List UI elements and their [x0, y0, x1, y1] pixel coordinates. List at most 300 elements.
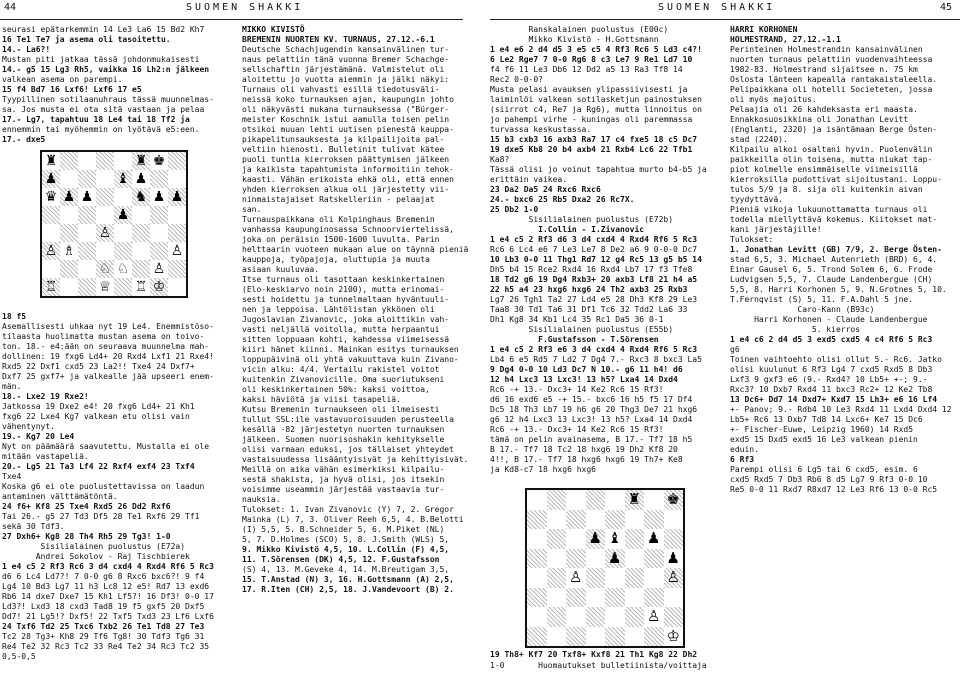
text-line: d6 16 exd6 e5 -+ 15.- bxc6 16 h5 f5 17 Df4 [490, 395, 693, 404]
text-line: 10 Lb3 0-0 11 Thg1 Rd7 12 g4 Rc5 13 g5 b5 14 [490, 255, 702, 264]
text-line: kierroksilla pudottivat sijoitustani. Loppu- [730, 175, 942, 184]
board-square [132, 242, 150, 260]
board-square: ♟ [168, 188, 186, 206]
board-square [132, 260, 150, 278]
text-line: Re5 0-0 11 Rxd7 R8xd7 12 Le3 Rf6 13 0-0 Rc5 [730, 485, 938, 494]
text-line: ja kaikista tapahtumista informoitiin tehok- [242, 165, 454, 174]
board-square [150, 224, 168, 242]
board-square [644, 490, 664, 510]
text-line: Asemallisesti uhkaa nyt 19 Le4. Enemmistöso- [2, 322, 214, 331]
text-line: 15 b3 cxb3 16 axb3 Ra7 17 c4 fxe5 18 c5 Dc7 [490, 135, 698, 144]
board-square [547, 549, 567, 569]
board-square [527, 607, 547, 627]
text-line: sekä 30 Tdf3. [2, 522, 65, 531]
board-square [168, 224, 186, 242]
board-square [96, 188, 114, 206]
text-line: 17.- dxe5 [2, 135, 46, 144]
text-line: 22 h5 a4 23 hxg6 hxg6 24 Th2 axb3 25 Rxb3 [490, 285, 688, 294]
text-line: meister Koschnik istui aamulla toisen pelin [242, 115, 450, 124]
board-square [566, 510, 586, 530]
board-square [586, 490, 606, 510]
board-square [625, 529, 645, 549]
text-line: san. [242, 205, 262, 214]
board-square [527, 510, 547, 530]
text-line: olisi varmaan eduksi, jos tällaiset yhteydet [242, 445, 454, 454]
board-square: ♟ [134, 171, 148, 187]
text-line: Turnaus oli vahvasti esillä tiedotusväli- [242, 85, 440, 94]
board-square [114, 242, 132, 260]
board-square [78, 224, 96, 242]
text-line: oli myös majoitus. [730, 95, 817, 104]
board-square [132, 224, 150, 242]
text-line: seurasi epätarkemmin 14 Le3 La6 15 Bd2 Kh7 [2, 25, 205, 34]
text-line: 19 dxe5 Kb8 20 b4 axb4 21 Rxb4 Lc6 22 Tfb1 [490, 145, 693, 154]
text-line: T.Fernqvist (S) 5, 11. F.A.Dahl 5 jne. [730, 295, 914, 304]
text-line: sitten loppuaan kohti, kahdessa viimeisessä [242, 335, 450, 344]
text-line: 27 Dxh6+ Kg8 28 Th4 Rh5 29 Tg3! 1-0 [2, 532, 171, 541]
text-line: 24 f6+ Kf8 25 Txe4 Rxd5 26 Dd2 Rxf6 [2, 502, 171, 511]
board-square [78, 278, 96, 296]
text-line: stad (2240). [730, 135, 788, 144]
text-line: Ka8? [490, 155, 510, 164]
board-square: ♔ [666, 626, 680, 645]
board-square [150, 206, 168, 224]
board-square [547, 568, 567, 588]
text-line: Rc6 6 Lc4 e6 7 Le3 Le7 8 De2 a6 9 0-0-0 Dc7 [490, 245, 698, 254]
text-line: paikkeilla olin toisena, mutta niukat tap- [730, 155, 933, 164]
text-line: Pelipaikkana oli hotelli Societeten, jossa [730, 85, 933, 94]
board-square: ♔ [150, 278, 168, 296]
board-square [527, 529, 547, 549]
board-square [625, 607, 645, 627]
board-square [605, 490, 625, 510]
text-line: mitään vastapeliä. [2, 452, 89, 461]
text-line: ton. 18.- e4:ään on seuraava muunnelma mah- [2, 342, 210, 351]
text-line: d6 6 Lc4 Ld7?! 7 0-0 g6 8 Rxc6 bxc6?! 9 f4 [2, 572, 205, 581]
text-line: Sisilialainen puolustus (E55b) [490, 325, 674, 334]
text-line: Rc6 -+ 13.- Dxc3+ 14 Ke2 Rc6 15 Rf3! [490, 385, 664, 394]
board-square [168, 206, 186, 224]
board-square: ♙ [170, 243, 184, 259]
board-square [625, 627, 645, 647]
text-line: kauppoja, työpajoja, oluttupia ja muuta [242, 255, 430, 264]
text-line: 17.- Lg7, tapahtuu 18 Le4 tai 18 Tf2 ja [2, 115, 190, 124]
board-square: ♘ [96, 260, 114, 278]
board-square [527, 490, 547, 510]
board-square [566, 588, 586, 608]
text-line: Kutsu Bremenin turnaukseen oli ilmeisesti [242, 405, 440, 414]
board-square: ♙ [152, 261, 166, 277]
board-square [644, 568, 664, 588]
text-line: kiiri hänet kiinni. Mainkan esitys turnauksen [242, 345, 459, 354]
text-line: 17. R.Iten (CH) 2,5, 18. J.Vandevoort (B) 2. [242, 585, 454, 594]
text-line: naus pelattiin tänä vuonna Bremer Schachge- [242, 55, 450, 64]
page-header [0, 2, 960, 18]
text-line: nauksia. [242, 495, 281, 504]
text-line: Mainka (L) 7, 3. Oliver Reeh 6,5, 4. B.Belotti [242, 515, 464, 524]
board-square [150, 242, 168, 260]
text-line: +- Panov; 9.- Rdb4 10 Le3 Rxd4 11 Lxd4 Dxd4 12 [730, 405, 952, 414]
text-line: Rec2 0-0-0? [490, 75, 543, 84]
text-line: cxd5 Rxd5 7 Db3 Rb6 8 d5 Lg7 9 Rf3 0-0 10 [730, 475, 928, 484]
board-square: ♟ [666, 548, 680, 567]
board-square [644, 510, 664, 530]
text-line: neissä koko turnauksen ajan, kaupungin johto [242, 95, 454, 104]
text-line: 11. T.Sörensen (DK) 4,5, 12. F.Gustafsson [242, 555, 440, 564]
text-line: tullut SSL:ile vastavuoroisuuden perusteella [242, 415, 454, 424]
text-line: vähentynyt. [2, 422, 55, 431]
text-line: Dxf7 25 gxf7+ ja valkealle jää upseeri enem- [2, 372, 214, 381]
board-square [114, 278, 132, 296]
board-square [664, 510, 684, 530]
text-line: sellschaftin järjestämänä. Valmistelut oli [242, 65, 445, 74]
board-square [566, 549, 586, 569]
text-line: loppupäivinä oli yhtä vakuuttava kuin Zivano- [242, 355, 459, 364]
text-line: puoli tuntia kierroksen päättymisen jälkeen [242, 155, 450, 164]
text-line: Deutsche Schachjugendin kansainvälinen tur- [242, 45, 450, 54]
board-square [60, 170, 78, 188]
text-line: 25 Db2 1-0 [490, 205, 539, 214]
board-square [586, 588, 606, 608]
text-line: Tc2 28 Tg3+ Kh8 29 Tf6 Tg8! 30 Tdf3 Tg6 31 [2, 632, 205, 641]
board-square [527, 627, 547, 647]
board-square: ♛ [44, 189, 58, 205]
text-line: F.Gustafsson - T.Sörensen [490, 335, 659, 344]
text-line: HOLMESTRAND, 27.12.-1.1 [730, 35, 841, 44]
text-line: Lb4 6 e5 Rd5 7 Ld2 7 Dg4 7.- Rxc3 8 bxc3 La5 [490, 355, 702, 364]
board-square [625, 549, 645, 569]
header-rule-right [490, 19, 960, 20]
board-square [78, 152, 96, 170]
text-line: fxg6 22 Lxe4 Kg7 valkean etu olisi vain [2, 412, 190, 421]
board-square: ♟ [152, 189, 166, 205]
board-square [566, 529, 586, 549]
board-square: ♟ [114, 206, 132, 224]
board-square [664, 607, 684, 627]
text-line: Caro-Kann (B93c) [730, 305, 875, 314]
text-line: Einar Gausel 6, 5. Trond Solem 6, 6. Frode [730, 265, 933, 274]
text-line: Rb6 14 dxe7 Dxe7 15 Kh1 Lf5?! 16 Df3! 0-0 17 [2, 592, 214, 601]
text-line: jo pahempi virhe - kuningas oli paremmassa [490, 115, 693, 124]
text-line: nuorten turnaus pelattiin vuodenvaihteessa [730, 55, 933, 64]
text-line: stad 6,5, 3. Michael Autenrieth (BRD) 6, 4. [730, 255, 938, 264]
text-line: 18.- Lxe2 19 Rxe2! [2, 392, 89, 401]
text-line: (S) 4, 13. M.Geveke 4, 14. M.Breutigam 3,5, [242, 565, 450, 574]
text-line: veltiin hienosti. Bulletinit tulivat kätee [242, 145, 445, 154]
text-line: 24 Txf6 Td2 25 Txc6 Txb2 26 Te1 Td8 27 Te3 [2, 622, 205, 631]
text-line: 1 e4 c5 2 Rf3 Rc6 3 d4 cxd4 4 Rxd4 Rf6 5 Rc3 [2, 562, 214, 571]
text-line: Ranskalainen puolustus (E00c) [490, 25, 669, 34]
text-line: Mustan piti jatkaa tässä johdonmukaisesti [2, 55, 200, 64]
text-line: dollinen: 19 fxg6 Ld4+ 20 Rxd4 Lxf1 21 Rxe4! [2, 352, 214, 361]
board-square [566, 607, 586, 627]
board-square [168, 152, 186, 170]
text-line: Dh5 b4 15 Rce2 Rxd4 16 Rxd4 Lb7 17 f3 Tfe8 [490, 265, 693, 274]
text-line: sestä shakista, ja hyvä olisi, jos itsekin [242, 475, 445, 484]
text-line: piot kolmelle ensimmäiselle viimeisillä [730, 165, 918, 174]
text-line: (Elo-keskiarvo noin 2100), mutta erinomai- [242, 285, 445, 294]
board-square [60, 206, 78, 224]
text-line: Itse turnaus oli tasottaan keskinkertainen [242, 275, 445, 284]
text-line: ennemmin tai myöhemmin on lyötävä e5:een. [2, 125, 200, 134]
board-square: ♜ [44, 153, 58, 169]
text-line: Txe4 [2, 472, 22, 481]
board-square [132, 206, 150, 224]
text-line: Jugoslavian Zivanovic, joka aloittikin vah- [242, 315, 450, 324]
column-4-text [730, 25, 958, 495]
text-line: Oslosta länteen kapealla rantakaistaleella. [730, 75, 938, 84]
text-line: Rxd5 22 Dxf1 cxd5 23 La2!! Txe4 24 Dxf7+ [2, 362, 195, 371]
board-square [625, 510, 645, 530]
text-line: tulos 5/9 ja 8. sija oli kuitenkin aivan [730, 185, 923, 194]
text-line: 1 e4 c6 2 d4 d5 3 exd5 cxd5 4 c4 Rf6 5 Rc3 [730, 335, 933, 344]
text-line: g6 12 h4 Lxc3 13 Lxc3! 13 h5? Lxa4 14 Dxd4 [490, 415, 693, 424]
text-line: sa. Jos musta ei ota sitä vastaan ja pelaa [2, 105, 205, 114]
board-square: ♚ [664, 490, 684, 510]
text-line: BREMENIN NUORTEN KV. TURNAUS, 27.12.-6.1 [242, 35, 435, 44]
board-square: ♗ [62, 243, 76, 259]
right-page-number: 45 [940, 2, 953, 13]
board-square: ♘ [116, 261, 130, 277]
text-line: Perinteinen Holmestrandin kansainvälinen [730, 45, 923, 54]
board-square [566, 490, 586, 510]
board-square: ♙ [96, 224, 114, 242]
text-line: todella miellyttävä kokemus. Kiitokset mat- [730, 215, 938, 224]
text-line: Jatkossa 19 Dxe2 e4! 20 fxg6 Ld4+ 21 Kh1 [2, 402, 195, 411]
text-line: eduin. [730, 445, 759, 454]
right-running-title: SUOMEN SHAKKI [658, 2, 776, 13]
board-square [586, 549, 606, 569]
text-line: Dc5 18 Th3 Lb7 19 h6 g6 20 Thg3 De7 21 hxg6 [490, 405, 698, 414]
board-square [586, 607, 606, 627]
board-square [60, 278, 78, 296]
board-square [527, 588, 547, 608]
column-1-continued-text [2, 312, 228, 662]
board-square [60, 152, 78, 170]
text-line: aloitettu jo vuotta aiemmin ja jälki näkyi: [242, 75, 450, 84]
text-line: Meillä on aika vähän esimerkiksi kilpailu- [242, 465, 445, 474]
board-square [42, 224, 60, 242]
text-line: 1. Jonathan Levitt (GB) 7/9, 2. Berge Östen- [730, 245, 942, 254]
text-line: Rc6 -+ 13.- Dxc3+ 14 Ke2 Rc6 15 Rf3! [490, 425, 664, 434]
board-square [547, 607, 567, 627]
chess-diagram-1 [40, 150, 188, 298]
text-line: pikapelitunsauksesta ja kilpailijoita pal- [242, 135, 445, 144]
text-line: otsikoi muuan lehti uutisen pienestä kauppa- [242, 125, 454, 134]
text-line: valkean asema on parempi. [2, 75, 123, 84]
text-line: 14.- g5 15 Lg3 Rh5, vaikka 16 Lh2:n jälkeen [2, 65, 210, 74]
board-square [96, 152, 114, 170]
board-square [586, 510, 606, 530]
text-line: +- Fischer-Euwe, Leipzig 1960) 14 Rxd5 [730, 425, 914, 434]
text-line: Tai 26.- g5 27 Td3 Df5 28 Te1 Rxf6 29 Tf1 [2, 512, 200, 521]
text-line: asiaan kuuluvaa. [242, 265, 320, 274]
board-square [96, 170, 114, 188]
text-line: 14.- La6?! [2, 45, 51, 54]
text-line: (Englanti, 2320) ja isäntämaan Berge Östen- [730, 125, 938, 134]
text-line: Lxf3 9 gxf3 e6 (9.- Rxd4? 10 Lb5+ +-; 9.- [730, 375, 928, 384]
text-line: kuitenkin Zivanovicille. Oma suoriutukseni [242, 375, 445, 384]
column-2-text [242, 25, 468, 595]
board-square [566, 627, 586, 647]
column-3-text [490, 25, 722, 475]
chess-diagram-2 [525, 488, 685, 648]
text-line: 18 Td2 g6 19 Dg4 Rxb3+ 20 axb3 Lf8 21 h4 a5 [490, 275, 698, 284]
board-square [527, 549, 547, 569]
left-page-number: 44 [4, 2, 17, 13]
text-line: Tulokset: [730, 235, 774, 244]
text-line: tilaasta huolimatta mustan asema on toivo- [2, 332, 205, 341]
text-line: 1982-83. Holmestrand sijaitsee n. 75 km [730, 65, 918, 74]
text-line: (I) 5,5, 5. B.Schneider 5, 6. M.Piket (NL) [242, 525, 445, 534]
text-line: Dd7! 21 Lg5!? Dxf5! 22 Txf5 Txd3 23 Lf6 Lxf6 [2, 612, 214, 621]
text-line: ja Kd8-c7 18 hxg6 hxg6 [490, 465, 596, 474]
board-square [605, 607, 625, 627]
text-line: 4!!, B 17.- Tf7 18 hxg6 hxg6 19 Th7+ Ke8 [490, 455, 683, 464]
text-line: Kilpailu alkoi osaltani hyvin. Puolenvälin [730, 145, 933, 154]
text-line: Tulokset: 1. Ivan Zivanovic (Y) 7, 2. Gregor [242, 505, 454, 514]
text-line: kaksi häviötä ja viisi tasapeliä. [242, 395, 401, 404]
board-square: ♙ [569, 568, 583, 587]
text-line: Andrei Sokolov - Raj Tischbierek [2, 552, 190, 561]
board-square [78, 242, 96, 260]
text-line: antaminen välttämätöntä. [2, 492, 118, 501]
board-square [114, 188, 132, 206]
diagram-2-caption: 19 Th8+ Kf7 20 Txf8+ Kxf8 21 Th1 Kg8 22 Dh2 [490, 650, 698, 659]
board-square [150, 170, 168, 188]
text-line: Toinen vaihtoehto olisi ollut 5.- Rc6. Jatko [730, 355, 942, 364]
board-square [114, 152, 132, 170]
text-line: kesällä -82 järjestetyn nuorten turnauksen [242, 425, 445, 434]
text-line: erittäin vaikea. [490, 175, 568, 184]
text-line: vanhassa kaupunginosassa Schnoorviertelissä, [242, 225, 454, 234]
board-square: ♙ [664, 568, 684, 588]
board-square [42, 206, 60, 224]
board-square [547, 490, 567, 510]
text-line: Pelaajia oli 26 kahdeksasta eri maasta. [730, 105, 918, 114]
text-line: yhden kierroksen alkua oli järjestetty vii- [242, 185, 450, 194]
text-line: oli näkyvästi mukana turnauksessa ("Bürger- [242, 105, 450, 114]
text-line: (siirrot c4, Re7 ja Rg6), mutta linnoitus on [490, 105, 702, 114]
board-square [547, 627, 567, 647]
board-square: ♟ [586, 529, 606, 549]
text-line: vasti neljällä voitolla, mutta herpaantui [242, 325, 440, 334]
text-line: joka on peräisin 1500-1600 luvulta. Parin [242, 235, 440, 244]
text-line: olisi kuulunut 6 Rf3 Lg4 7 cxd5 Rxd5 8 Db3 [730, 365, 933, 374]
left-running-title: SUOMEN SHAKKI [186, 2, 304, 13]
text-line: 9 Dg4 0-0 10 Ld3 Dc7 N 10.- g6 11 h4! d6 [490, 365, 683, 374]
board-square [168, 260, 186, 278]
text-line: 18 f5 [2, 312, 27, 321]
text-line: voisimme useammin järjestää vastaavia tur- [242, 485, 445, 494]
board-square: ♜ [625, 490, 645, 510]
board-square: ♝ [114, 170, 132, 188]
board-square [78, 206, 96, 224]
text-line: B 17.- Tf7 18 Tc2 18 hxg6 19 Dh2 Kf8 20 [490, 445, 678, 454]
board-square [96, 242, 114, 260]
board-square: ♖ [134, 279, 148, 295]
board-square [605, 568, 625, 588]
text-line: Lg7 26 Tgh1 Ta2 27 Ld4 e5 28 Dh3 Kf8 29 Le3 [490, 295, 698, 304]
text-line: 19.- Kg7 20 Le4 [2, 432, 75, 441]
text-line: f4 f6 11 Le3 Db6 12 Dd2 a5 13 Ra3 Tf8 14 [490, 65, 683, 74]
text-line: helttaarin vuoteen mukaan alue on täynnä pieniä [242, 245, 469, 254]
board-square: ♟ [42, 170, 60, 188]
board-square [644, 549, 664, 569]
text-line: män. [2, 382, 22, 391]
board-square [644, 588, 664, 608]
board-square: ♙ [42, 242, 60, 260]
text-line: kaasti. Vähän erikoista ehkä oli, että ennen [242, 175, 454, 184]
text-line: HARRI KORHONEN [730, 25, 798, 34]
board-square [605, 588, 625, 608]
text-line: Turnauspaikkana oli Kolpinghaus Bremenin [242, 215, 435, 224]
board-square: ♝ [608, 529, 622, 548]
text-line: Ludvigsen 5,5, 7. Claude Landenbergue (CH) [730, 275, 933, 284]
board-square [42, 260, 60, 278]
text-line: turvassa keskustassa. [490, 125, 592, 134]
text-line: nen ja leppoisa. Lähtölistan ykkönen oli [242, 305, 435, 314]
text-line: Mikko Kivistö - H.Gottsmann [490, 35, 659, 44]
board-square [547, 588, 567, 608]
board-square [96, 206, 114, 224]
board-square [168, 278, 186, 296]
board-square [114, 224, 132, 242]
text-line: 5. kierros [730, 325, 861, 334]
text-line: Taa8 30 Td1 Ta6 31 Df1 Tc6 32 Tdd2 La6 33 [490, 305, 688, 314]
text-line: 6 Le2 Rge7 7 0-0 Rg6 8 c3 Le7 9 Re1 Ld7 10 [490, 55, 693, 64]
text-line: Tyypillinen sotilaanuhraus tässä muunnelmas- [2, 95, 214, 104]
text-line: Nyt on päämäärä saavutettu. Mustalla ei ole [2, 442, 210, 451]
text-line: 1 e4 e6 2 d4 d5 3 e5 c5 4 Rf3 Rc6 5 Ld3 c4?! [490, 45, 702, 54]
text-line: jälkeen. Suomen nuorisoshakin kehitykselle [242, 435, 445, 444]
board-square [168, 170, 186, 188]
text-line: Koska g6 ei ole puolustettavissa on laadun [2, 482, 205, 491]
text-line: kani järjestäjille! [730, 225, 822, 234]
text-line: 0,5-0,5 [2, 652, 36, 661]
column-1-text [2, 25, 228, 145]
board-square [625, 568, 645, 588]
text-line: exd5 15 Dxd5 exd5 16 Le3 valkean pienin [730, 435, 918, 444]
board-square: ♚ [152, 153, 166, 169]
board-square [625, 588, 645, 608]
text-line: I.Collin - I.Zivanovic [490, 225, 645, 234]
board-square: ♟ [80, 189, 94, 205]
board-square [60, 260, 78, 278]
text-line: 1 e4 c5 2 Rf3 d6 3 d4 cxd4 4 Rxd4 Rf6 5 Rc3 [490, 235, 698, 244]
board-square [644, 627, 664, 647]
text-line: 12 h4 Lxc3 13 Lxc3! 13 h5? Lxa4 14 Dxd4 [490, 375, 678, 384]
text-line: Sisilialainen puolustus (E72a) [2, 542, 186, 551]
text-line: Musta pelasi avauksen ylipassiivisesti ja [490, 85, 688, 94]
board-square [586, 627, 606, 647]
board-square [605, 627, 625, 647]
text-line: 15. T.Anstad (N) 3, 16. H.Gottsmann (A) 2,5, [242, 575, 454, 584]
text-line: Pieniä vikoja lukuunottamatta turnaus oli [730, 205, 928, 214]
board-square: ♞ [132, 188, 150, 206]
board-square: ♟ [60, 188, 78, 206]
board-square: ♙ [647, 607, 661, 626]
text-line: 6 Rf3 [730, 455, 755, 464]
text-line: 23 Da2 Da5 24 Rxc6 Rxc6 [490, 185, 601, 194]
board-square [547, 529, 567, 549]
text-line: Sisilialainen puolustus (E72b) [490, 215, 674, 224]
text-line: sesti hoidettu ja tunnelmaltaan hyväntuuli- [242, 295, 450, 304]
text-line: Lg4 10 Bd3 Lg7 11 h3 Lc8 12 e5! Rd7 13 exd6 [2, 582, 210, 591]
text-line: 15 f4 Bd7 16 Lxf6! Lxf6 17 e5 [2, 85, 142, 94]
board-square [664, 588, 684, 608]
text-line: 16 Te1 Te7 ja asema oli tasoitettu. [2, 35, 171, 44]
